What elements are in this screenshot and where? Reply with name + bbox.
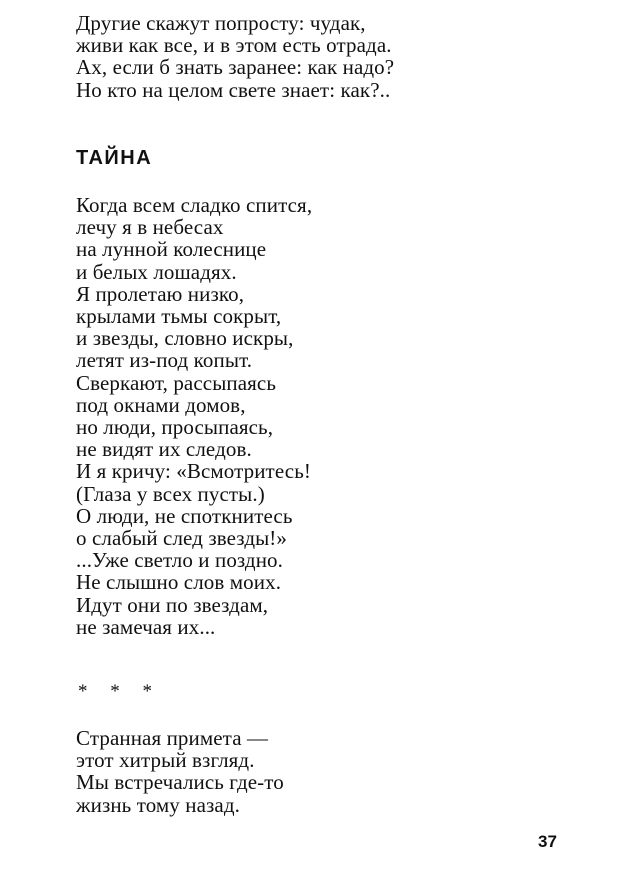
verse-line: Я пролетаю низко, [76,281,245,306]
verse-line: Сверкают, рассыпаясь [76,370,277,395]
intro-stanza [76,12,394,101]
verse-line: О люди, не споткнитесь [76,503,293,528]
verse-line: И я кричу: «Всмотритесь! [76,459,311,484]
verse-line: жизнь тому назад. [76,792,240,817]
verse-line: Не слышно слов моих. [76,570,282,595]
poem-body [76,194,312,638]
verse-line: под окнами домов, [76,392,246,417]
verse-line: этот хитрый взгляд. [76,748,255,773]
verse-line: Другие скажут попросту: чудак, [76,11,366,35]
book-page [76,0,596,889]
verse-line: Мы встречались где-то [76,770,284,795]
verse-line: Ах, если б знать заранее: как надо? [76,55,395,80]
verse-line: ...Уже светло и поздно. [76,548,284,573]
verse-line: Странная примета — [76,726,269,750]
verse-line: лечу я в небесах [76,215,224,240]
verse-line: на лунной колеснице [76,237,267,262]
verse-line: не видят их следов. [76,437,252,462]
page-number: 37 [538,832,557,851]
section-separator: * * * [78,681,161,702]
verse-line: крылами тьмы сокрыт, [76,304,282,329]
verse-line: не замечая их... [76,614,216,639]
verse-line: но люди, просыпаясь, [76,415,274,440]
verse-line: о слабый след звезды!» [76,526,288,551]
verse-line: живи как все, и в этом есть отрада. [76,33,392,58]
verse-line: Но кто на целом свете знает: как?.. [76,77,391,102]
poem-title: ТАЙНА [76,147,153,169]
verse-line: и белых лошадях. [76,259,237,284]
closing-stanza [76,727,284,816]
verse-line: Идут они по звездам, [76,592,269,617]
verse-line: и звезды, словно искры, [76,326,294,351]
verse-line: летят из-под копыт. [76,348,253,373]
verse-line: Когда всем сладко спится, [76,193,313,217]
verse-line: (Глаза у всех пусты.) [76,481,265,506]
